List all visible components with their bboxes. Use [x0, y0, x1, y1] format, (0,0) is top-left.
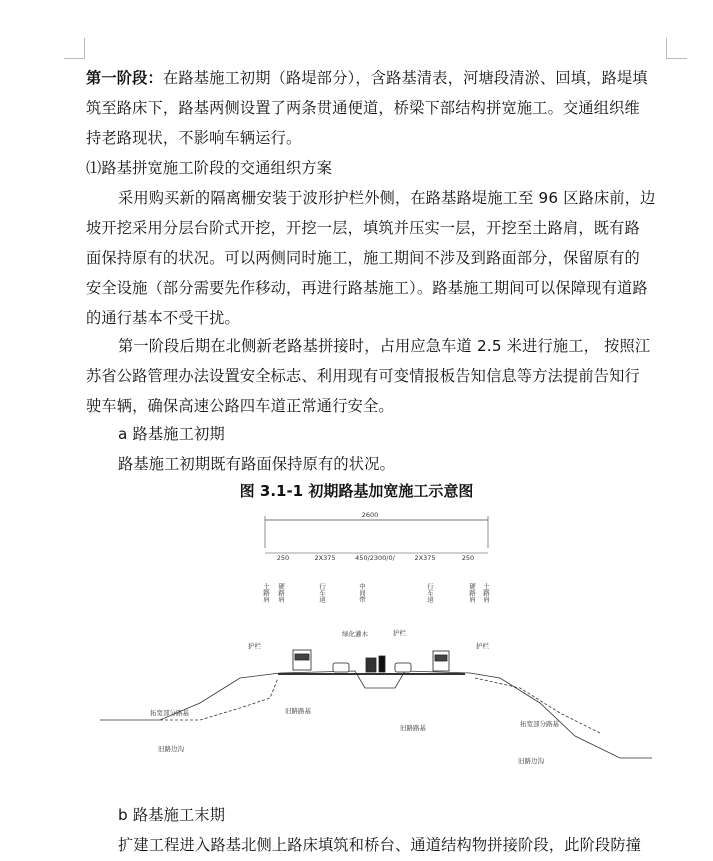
dim-label: 2X375	[414, 554, 436, 562]
paragraph-stage-one	[86, 63, 666, 153]
stage-lead: 第一阶段：	[86, 69, 163, 87]
text-line: 采用购买新的隔离栅安装于波形护栏外侧，在路基路堤施工至 96 区路床前，边	[118, 189, 656, 207]
total-width-label: 2600	[361, 511, 379, 519]
guardrail-label: 护栏	[248, 642, 261, 650]
svg-text:行车道: 行车道	[426, 583, 434, 603]
text-line: 坡开挖采用分层台阶式开挖，开挖一层，填筑并压实一层，开挖至土路肩，既有路	[86, 219, 640, 237]
text-line: 的通行基本不受干扰。	[86, 309, 240, 327]
svg-text:行车道: 行车道	[318, 583, 326, 603]
svg-text:土路肩: 土路肩	[262, 583, 270, 603]
dim-label: 450/2300/0/	[355, 554, 395, 562]
paragraph-late-stage	[86, 331, 666, 421]
text-line: 第一阶段后期在北侧新老路基拼接时，占用应急车道 2.5 米进行施工， 按照江	[118, 337, 651, 355]
greenery-label: 绿化灌木	[342, 630, 368, 638]
widening-label-left: 拓宽部分路基	[150, 709, 189, 717]
subheading-b: b 路基施工末期	[118, 806, 226, 824]
margin-corner-top-left	[64, 38, 85, 59]
text-line: 持老路现状，不影响车辆运行。	[86, 129, 302, 147]
cross-section-figure	[100, 508, 652, 794]
margin-corner-top-right	[666, 38, 687, 59]
guardrail-label: 护栏	[476, 642, 489, 650]
dim-label: 250	[276, 554, 290, 562]
ditch-label: 旧路边沟	[158, 745, 184, 753]
text-line: 苏省公路管理办法设置安全标志、利用现有可变情报板告知信息等方法提前告知行	[86, 367, 640, 385]
svg-text:中间带: 中间带	[358, 583, 366, 603]
text-line: 在路基施工初期（路堤部分），含路基清表，河塘段清淤、回填，路堤填	[162, 69, 648, 87]
figure-caption: 图 3.1-1 初期路基加宽施工示意图	[239, 482, 474, 500]
text-line: 安全设施（部分需要先作移动，再进行路基施工）。路基施工期间可以保障现有道路	[86, 279, 648, 297]
text-line: 面保持原有的状况。可以两侧同时施工，施工期间不涉及到路面部分，保留原有的	[86, 249, 640, 267]
old-subgrade-label: 旧路路基	[400, 724, 426, 732]
paragraph-isolation	[86, 183, 666, 333]
svg-text:土路肩: 土路肩	[482, 583, 490, 603]
subheading-a: a 路基施工初期	[118, 425, 225, 443]
text-line: 驶车辆，确保高速公路四车道正常通行安全。	[86, 397, 394, 415]
widening-label-right: 拓宽部分路基	[520, 720, 559, 728]
ditch-label: 旧路边沟	[518, 757, 544, 765]
guardrail-label: 护栏	[393, 629, 406, 637]
text-line: 筑至路床下，路基两侧设置了两条贯通便道，桥梁下部结构拼宽施工。交通组织维	[86, 99, 640, 117]
dim-label: 2X375	[314, 554, 336, 562]
paragraph-b: 扩建工程进入路基北侧上路床填筑和桥台、通道结构物拼接阶段，此阶段防撞	[118, 836, 642, 854]
paragraph-a: 路基施工初期既有路面保持原有的状况。	[118, 455, 395, 473]
dim-label: 250	[461, 554, 475, 562]
svg-text:硬路肩: 硬路肩	[277, 583, 285, 603]
svg-text:硬路肩: 硬路肩	[468, 583, 476, 603]
old-subgrade-label: 旧路路基	[285, 707, 311, 715]
section-heading: ⑴路基拼宽施工阶段的交通组织方案	[86, 159, 333, 177]
